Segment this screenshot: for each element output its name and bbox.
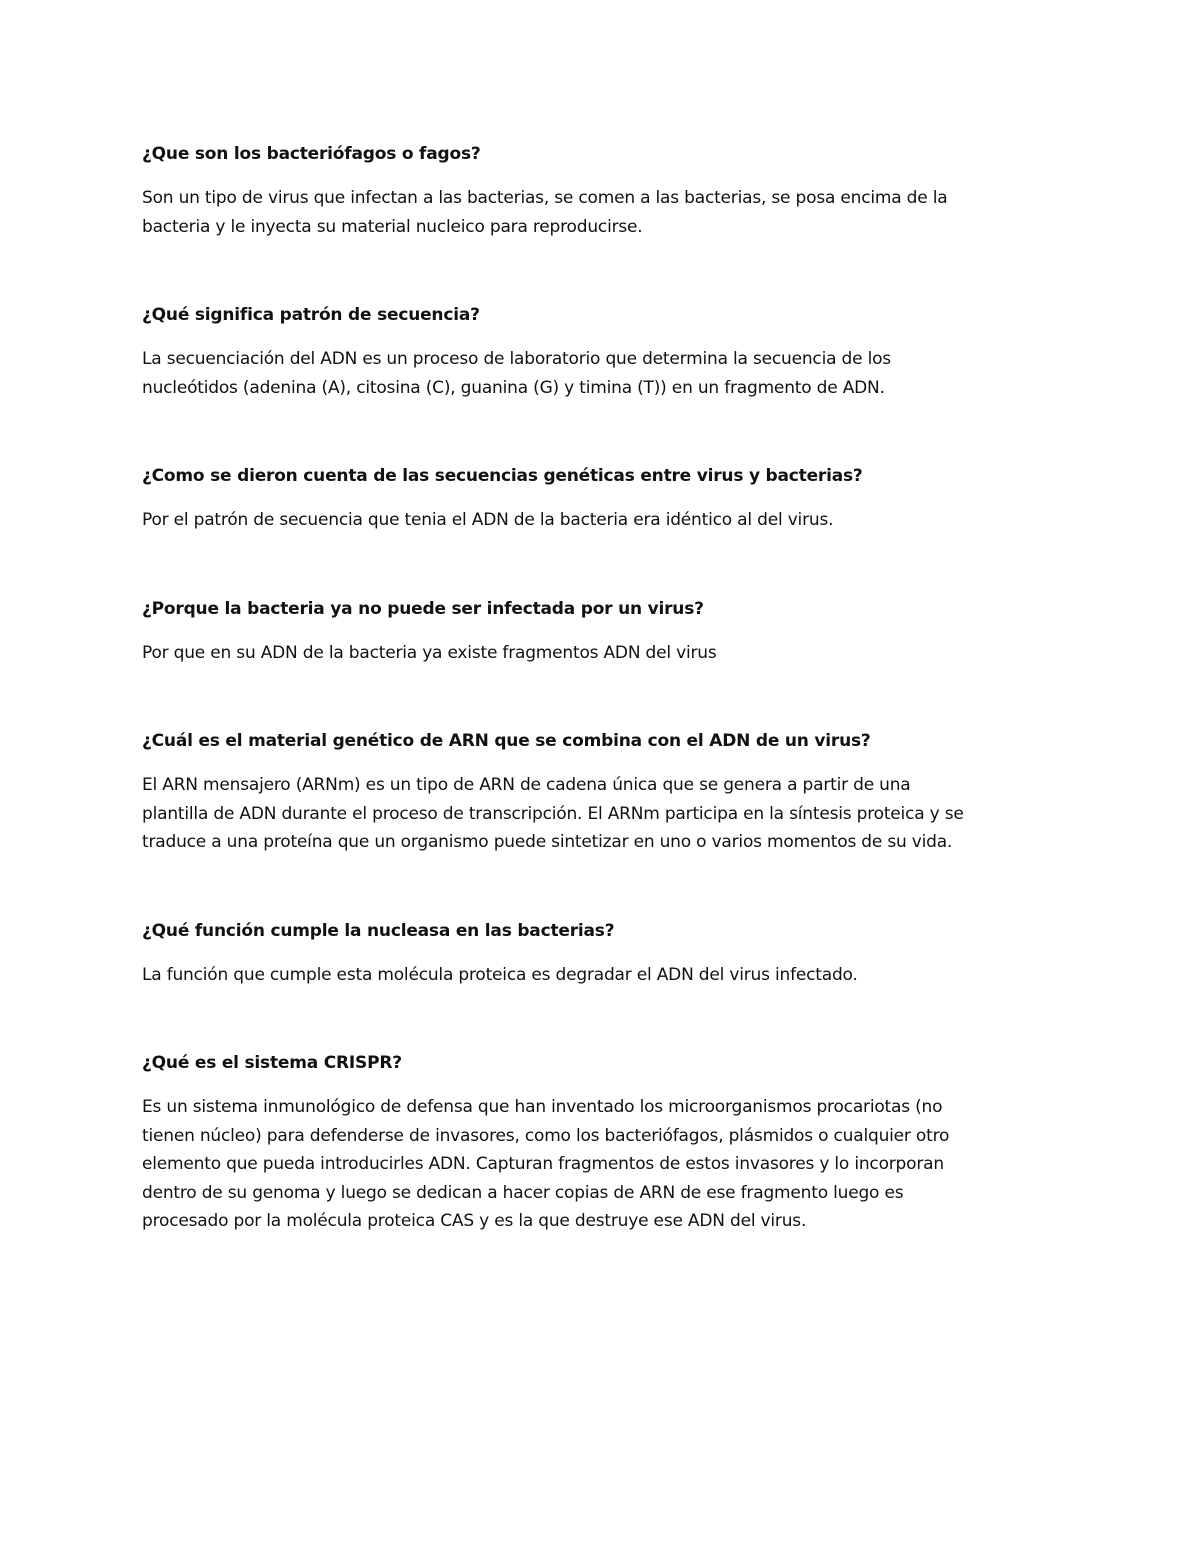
answer-paragraph (142, 771, 1062, 857)
question-heading: ¿Qué es el sistema CRISPR? (142, 1053, 402, 1073)
qa-block-3 (142, 462, 1062, 535)
question-heading: ¿Qué significa patrón de secuencia? (142, 305, 480, 325)
qa-block-4 (142, 595, 1062, 668)
qa-block-6 (142, 917, 1062, 990)
answer-paragraph (142, 506, 1062, 535)
answer-line: plantilla de ADN durante el proceso de transcripción. El ARNm participa en la síntesis proteica y se (142, 803, 964, 824)
question-heading: ¿Como se dieron cuenta de las secuencias genéticas entre virus y bacterias? (142, 466, 863, 486)
answer-paragraph (142, 184, 1062, 241)
answer-line: La función que cumple esta molécula proteica es degradar el ADN del virus infectado. (142, 964, 858, 985)
answer-line: Por que en su ADN de la bacteria ya existe fragmentos ADN del virus (142, 642, 717, 663)
answer-line: Son un tipo de virus que infectan a las bacterias, se comen a las bacterias, se posa encima de la (142, 188, 948, 208)
question-heading: ¿Qué función cumple la nucleasa en las bacterias? (142, 920, 615, 941)
answer-line: bacteria y le inyecta su material nucleico para reproducirse. (142, 216, 643, 237)
answer-line: traduce a una proteína que un organismo puede sintetizar en uno o varios momentos de su vida. (142, 832, 953, 852)
answer-line: dentro de su genoma y luego se dedican a hacer copias de ARN de ese fragmento luego es (142, 1182, 904, 1203)
qa-block-1 (142, 140, 1062, 241)
answer-line: La secuenciación del ADN es un proceso de laboratorio que determina la secuencia de los (142, 349, 891, 369)
answer-line: El ARN mensajero (ARNm) es un tipo de ARN de cadena única que se genera a partir de una (142, 775, 911, 795)
answer-line: Por el patrón de secuencia que tenia el ADN de la bacteria era idéntico al del virus. (142, 510, 834, 530)
answer-line: elemento que pueda introducirles ADN. Capturan fragmentos de estos invasores y lo incorporan (142, 1154, 944, 1174)
answer-line: tienen núcleo) para defenderse de invasores, como los bacteriófagos, plásmidos o cualquier otro (142, 1125, 950, 1146)
question-heading: ¿Porque la bacteria ya no puede ser infectada por un virus? (142, 598, 704, 619)
document-page (142, 140, 1062, 1296)
answer-line: Es un sistema inmunológico de defensa que han inventado los microorganismos procariotas (no (142, 1097, 943, 1117)
qa-block-7 (142, 1049, 1062, 1236)
answer-line: procesado por la molécula proteica CAS y es la que destruye ese ADN del virus. (142, 1211, 807, 1231)
answer-paragraph (142, 345, 1062, 402)
answer-paragraph (142, 639, 1062, 668)
question-heading: ¿Que son los bacteriófagos o fagos? (142, 144, 481, 164)
answer-paragraph (142, 1093, 1062, 1236)
answer-paragraph (142, 961, 1062, 990)
qa-block-5 (142, 727, 1062, 857)
qa-block-2 (142, 301, 1062, 402)
answer-line: nucleótidos (adenina (A), citosina (C), guanina (G) y timina (T)) en un fragmento de ADN. (142, 377, 885, 398)
question-heading: ¿Cuál es el material genético de ARN que se combina con el ADN de un virus? (142, 731, 871, 751)
